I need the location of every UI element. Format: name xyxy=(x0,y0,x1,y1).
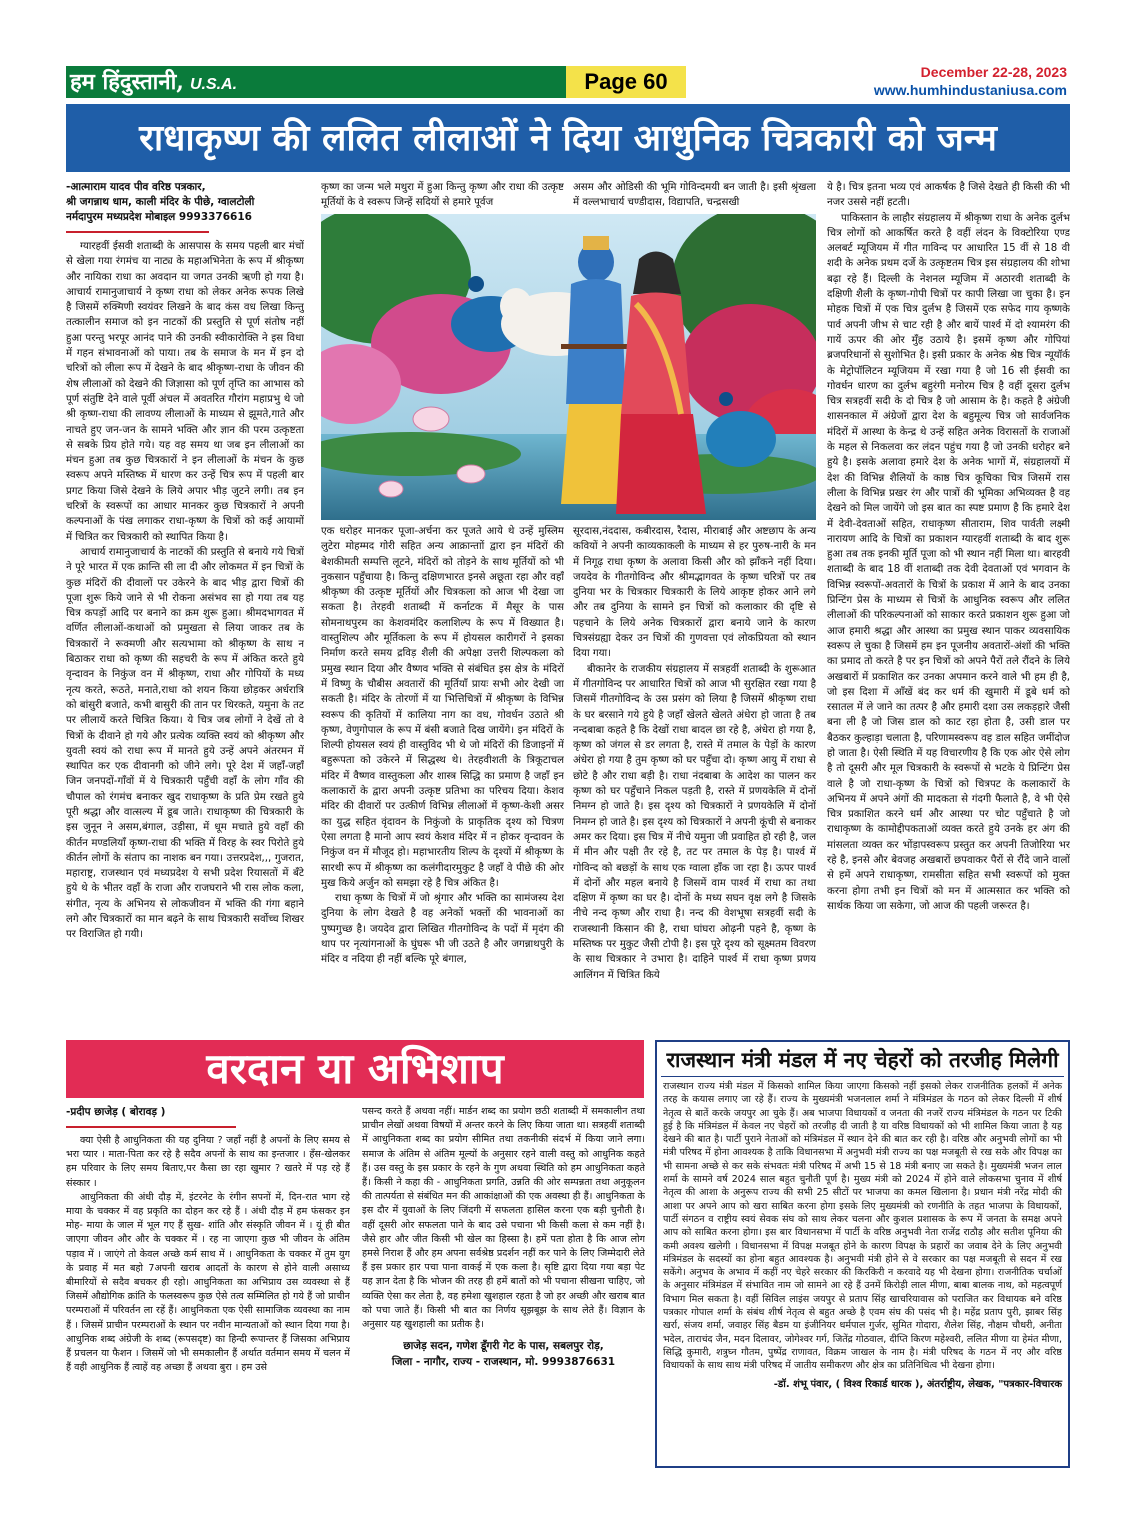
website-link[interactable]: www.humhindustaniusa.com xyxy=(873,82,1067,98)
radha-krishna-illustration xyxy=(321,214,816,520)
address-line: जिला - नागौर, राज्य - राजस्थान, मो. 9993876631 xyxy=(391,1356,616,1369)
article1-paragraph: असम और ओडिसी की भूमि गोविन्दमयी बन जाती है। इसी श्रृंखला में वल्लभाचार्य चण्डीदास, विद्यापति, चन्द्रसखी xyxy=(573,182,816,209)
radha-krishna-painting xyxy=(321,214,816,520)
article2-headline-band xyxy=(66,1040,644,1098)
article2-byline: -प्रदीप छाजेड़ ( बोरावड़ ) xyxy=(66,1106,166,1118)
article2-paragraph: क्या ऐसी है आधुनिकता की यह दुनिया ? जहाँ नहीं है अपनों के लिए समय से भरा प्यार । माता-पिता कर रहे है सदैव अपनों के साथ का इन्तजार । हँस-खेलकर हम परिवार के लिए समय बिताए,पर कैसा छा रहा खुमार ? खतरे में पड़ रहे हैं संस्कार । xyxy=(66,1135,350,1189)
article1-paragraph: आचार्य रामानुजाचार्य के नाटकों की प्रस्तुति से बनाये गये चित्रों ने पूरे भारत में एक क्रान्ति सी ला दी और लोकमत में इन चित्रों के कुछ मंदिरों की दीवालों पर उकेरने के बाद भीड़ द्वारा चित्रों की पूजा शुरू किये जाने से भी रोकना असंभव सा हो गया तब यह चित्र कपड़ों आदि पर बनाने का क्रम शुरू हुआ। श्रीमदभागवत में वर्णित लीलाओं-कथाओं को प्रमुखता से लिया जाकर तब के चित्रकारों ने रूक्मणी और सत्यभामा को श्रीकृष्ण के साथ न बिठाकर राधा को कृष्ण की सहचरी के रूप में अंकित करते हुये वृन्दावन के निकुंज वन में श्रीकृष्ण, राधा और गोपियों के मध्य नृत्य करते, रूठते, मनाते,राधा को शयन किया छोड़कर अर्धरात्रि को बांसुरी बजाते, कभी बासुरी की तान पर थिरकते, यमुना के तट पर लीलायें करते चित्रित किया। ये चित्र जब लोगों ने देखें तो वे चित्रों के दीवाने हो गये और प्रत्येक व्यक्ति स्वयं को श्रीकृष्ण और युवती स्वयं को राधा रूप में मानते हुये उन्हें अपने अंतरमन में स्थापित कर एक दीवानगी को जीने लगे। पूरे देश में जहाँ-जहाँ जिन जनपदों-गाँवों में ये चित्रकारी पहुँची वहाँ के लोग गाँव की चौपाल को रंगमंच बनाकर खुद राधाकृष्ण के प्रति प्रेम रखते हुये पूरी श्रद्धा और वात्सल्य में डूब जाते। राधाकृष्ण की चित्रकारी के इस जुनून ने असम,बंगाल, उड़ीसा, में धूम मचाते हुये वहाँ की कीर्तन मण्डलियाँ कृष्ण-राधा की भक्ति में विरह के स्वर पिरोते हुये कीर्तन लोगों के संताप का नाशक बन गया। उत्तरप्रदेश,,, गुजरात, महाराष्ट्र, राजस्थान एवं मध्यप्रदेश ये सभी प्रदेश रियासतों में बँटे हुये थे के भीतर वहाँ के राजा और राजघराने भी रास लोक कला, संगीत, नृत्य के अभिनय से लोकजीवन में भक्ति की गंगा बहाने लगे और चित्रकारों का मान बढ़ने के साथ चित्रकारी सर्वोच्च शिखर पर विराजित हो गयी। xyxy=(66,546,304,941)
article1-column-3-bottom xyxy=(573,524,816,1035)
page-number: Page 60 xyxy=(566,66,686,98)
masthead xyxy=(0,0,1135,102)
article1-paragraph: ये है। चित्र इतना भव्य एवं आकर्षक है जिसे देखते ही किसी की भी नजर उससे नहीं हटती। xyxy=(827,182,1070,209)
article2-paragraph: आधुनिकता की अंधी दौड़ में, इंटरनेट के रंगीन सपनों में, दिन-रात भाग रहे माया के चक्कर में वह प्रकृति का दोहन कर रहे हैं । अंधी दौड़ में हम फंसकर इन मोह- माया के जाल में भूल गए हैं सुख- शांति और संस्कृति जीवन में । यूं ही बीत जाएगा जीवन और और के चक्कर में । रह ना जाएगा कुछ भी जीवन के अंतिम पड़ाव में । जाएंगे तो केवल अच्छे कर्म साथ में । आधुनिकता के चक्कर में तुम युग के प्रवाह में मत बहो 7अपनी खराब आदतों के कारण से होने वाली असाध्य बीमारियों से सदैव बचकर ही रहो। आधुनिकता का अभिप्राय उस व्यवस्था से हैं जिसमें औद्योगिक क्रांति के फलस्वरूप कुछ ऐसे तत्व सम्मिलित हो गये हैं जो प्राचीन परम्पराओं में परिवर्तन ला रहें हैं। आधुनिकता एक ऐसी सामाजिक व्यवस्था का नाम हैं । जिसमें प्राचीन परम्पराओं के स्थान पर नवीन मान्यताओं को स्थान दिया गया है। आधुनिक शब्द अंग्रेजी के शब्द (रूपसदृष्ट) का हिन्दी रूपान्तर हैं जिसका अभिप्राय हैं प्रचलन या फैशन । जिसमें जो भी समकालीन हैं अर्थात वर्तमान समय में चलन में हैं वही आधुनिक हैं त्वाहें वह अच्छा हैं अथवा बुरा । हम उसे xyxy=(66,1191,350,1374)
newspaper-title xyxy=(70,67,237,100)
article2-paragraph: पसन्द करते हैं अथवा नहीं। मार्डन शब्द का प्रयोग छठी शताब्दी में समकालीन तथा प्राचीन लेखों अथवा विषयों में अन्तर करने के लिए किया जाता था। सत्रहवीं शताब्दी में आधुनिकता शब्द का प्रयोग सीमित तथा तकनीकी संदर्भ में किया जाने लगा। समाज के अंतिम से अंतिम मूल्यों के अनुसार रहने वाली वस्तु को आधुनिक कहते हैं। उस वस्तु के इस प्रकार के रहने के गुण अथवा स्थिति को हम आधुनिकता कहते हैं। किसी ने कहा की - आधुनिकता प्रगति, उन्नति की ओर सम्पन्नता तथा अनुकूलन की तात्पर्यता से संबंधित मन की आकांक्षाओं की एक अवस्था ही हैं। आधुनिकता के इस दौर में युवाओं के लिए जिंदगी में सफलता हासिल करना एक बड़ी चुनौती है। वहीं दूसरी ओर सफलता पाने के बाद उसे पचाना भी किसी कला से कम नहीं है। जैसे हार और जीत किसी भी खेल का हिस्सा है। हमें पता होता है कि आज लोग हमसे निराश हैं और हम अपना सर्वश्रेष्ठ प्रदर्शन नहीं कर पाने के लिए जिम्मेदारी लेते हैं इस प्रकार हार पचा पाना वाकई में एक कला है। सृष्टि द्वारा दिया गया बड़ा पेट यह ज्ञान देता है कि भोजन की तरह ही हमें बातों को भी पचाना सीखना चाहिए, जो व्यक्ति ऐसा कर लेता है, वह हमेशा खुशहाल रहता है जो हर अच्छी और खराब बात को पचा जाते हैं। किसी भी बात का निर्णय सूझबूझ के साथ लेते हैं। विज्ञान के अनुसार यह खुशहाली का प्रतीक है। xyxy=(362,1106,645,1331)
article1-paragraph: राधा कृष्ण के चित्रों में जो श्रृंगार और भक्ति का सामंजस्य देश दुनिया के लोग देखते है वह अनेकों भक्तों की भावनाओं का पुष्पगुच्छ है। जयदेव द्वारा लिखित गीतगोविन्द के पदों में मृदंग की थाप पर नृत्यांगनाओं के घुंघरू भी जी उठते है और जगन्नाथपुरी के मंदिर व नदिया ही नहीं बल्कि पूरे बंगाल, xyxy=(321,893,564,966)
author-address xyxy=(362,1338,645,1370)
article3-body: राजस्थान राज्य मंत्री मंडल में किसको शामिल किया जाएगा किसको नहीं इसको लेकर राजनीतिक हलकों में अनेक तरह के कयास लगाए जा रहे हैं। राज्य के मुख्यमंत्री भजनलाल शर्मा ने मंत्रिमंडल के गठन को लेकर दिल्ली में शीर्ष नेतृत्व से बातें करके जयपुर आ चुके हैं। अब भाजपा विधायकों व जनता की नजरें राज्य मंत्रिमंडल के गठन पर टिकी हुई है कि मंत्रिमंडल में केवल नए चेहरों को तरजीह दी जाती है या वरिष्ठ विधायकों को भी शामिल किया जाता है यह देखने की बात है। पार्टी पुराने नेताओं को मंत्रिमंडल में स्थान देने की बात कर रही है। वरिष्ठ और अनुभवी लोगों का भी मंत्री परिषद में होना आवश्यक है ताकि विधानसभा में अनुभवी मंत्री राज्य का पक्ष मजबूती से रख सके और विपक्ष का भी सामना अच्छे से कर सके संभवतः मंत्री परिषद में अभी 15 से 18 मंत्री बनाए जा सकते है। मुख्यमंत्री भजन लाल शर्मा के सामने वर्ष 2024 साल बहुत चुनौती पूर्ण है। मुख्य मंत्री को 2024 में होने वाले लोकसभा चुनाव में शीर्ष नेतृत्व की आशा के अनुरूप राज्य की सभी 25 सीटों पर भाजपा का कमल खिलाना है। प्रधान मंत्री नरेंद्र मोदी की आशा पर अपने आप को खरा साबित करना होगा इसके लिए मुख्यमंत्री को रणनीति के तहत भाजपा के विधायकों, पार्टी संगठन व राष्ट्रीय स्वयं सेवक संघ को साथ लेकर चलना और कुशल प्रशासक के रूप में जनता के समक्ष अपने आप को साबित करना होगा। इस बार विधानसभा में पार्टी के वरिष्ठ अनुभवी नेता राजेंद्र राठौड़ और सतीश पूनिया की कमी अवश्य खलेगी । विधानसभा में विपक्ष मजबूत होने के कारण विपक्ष के प्रहारों का जवाब देने के लिए अनुभवी मंत्रिमंडल के सदस्यों का होना बहुत आवश्यक है। अनुभवी मंत्री होने से वे सरकार का पक्ष मजबूती से सदन में रख सकेंगे। अनुभव के अभाव में कहीं नए चेहरे सरकार की किरकिरी न करवादे यह भी देखना होगा। राजनीतिक चर्चाओं के अनुसार मंत्रिमंडल में संभावित नाम जो सामने आ रहे हैं उनमें किरोड़ी लाल मीणा, बाबा बालक नाथ, को महत्वपूर्ण विभाग मिल सकता है। वहीं सिविल लाइंस जयपुर से प्रताप सिंह खाचरियावास को पराजित कर विधायक बने वरिष्ठ पत्रकार गोपाल शर्मा के संबंध शीर्ष नेतृत्व से बहुत अच्छे है एवम संघ की पसंद भी है। महेंद्र प्रताप पुरी, झाबर सिंह खर्रा, संजय शर्मा, जवाहर सिंह बैडम या इंजीनियर धर्मपाल गुर्जर, सुमित गोदारा, शैलेश सिंह, नौक्षम चौधरी, अनीता भदेल, ताराचंद जैन, मदन दिलावर, जोगेश्वर गर्ग, जितेंद्र गोठवाल, दीप्ति किरण महेश्वरी, ललित मीणा या हेमंत मीणा, सिद्धि कुमारी, शत्रुघ्न गौतम, पुष्पेंद्र राणावत, विक्रम जाखल के नाम है। मंत्री परिषद के गठन में नए और वरिष्ठ विधायकों के साथ साथ मंत्री परिषद में जातीय समीकरण और क्षेत्र का प्रतिनिधित्व भी देखना होगा। xyxy=(663,1081,1062,1372)
address-line: छाजेड़ सदन, गणेश डूँगरी गेट के पास, सबलपुर रोड़, xyxy=(403,1340,604,1353)
byline-line: नर्मदापुरम मध्यप्रदेश मोबाइल 9993376616 xyxy=(66,211,252,223)
byline-line: श्री जगन्नाथ धाम, काली मंदिर के पीछे, ग्वालटोली xyxy=(66,196,255,208)
byline-divider xyxy=(66,1126,236,1128)
brand-suffix: U.S.A. xyxy=(189,76,238,93)
main-headline-band xyxy=(66,104,1070,172)
article2-headline: वरदान या अभिशाप xyxy=(206,1044,504,1093)
byline-line: -आत्माराम यादव पीव वरिष्ठ पत्रकार, xyxy=(66,181,206,193)
article1-byline xyxy=(66,180,304,225)
article1-column-2-top xyxy=(321,180,564,212)
article1-paragraph: बीकानेर के राजकीय संग्रहालय में सत्रहवीं शताब्दी के शुरूआत में गीतगोविन्द पर आधारित चित्रों को आज भी सुरक्षित रखा गया है जिसमें गीतगोविन्द के उस प्रसंग को लिया है जिसमें श्रीकृष्ण राधा के घर बरसाने गये हुये है जहाँ खेलते खेलते अंधेरा हो जाता है तब नन्दबाबा कहते है कि देखों राधा बादल छा रहे है, अंधेरा हो गया है, कृष्ण को जंगल से डर लगता है, रास्ते में तमाल के पेड़ों के कारण अंधेरा हो गया है तुम कृष्ण को घर पहुँचा दो। कृष्ण आयु में राधा से छोटे है और राधा बड़ी है। राधा नंदबाबा के आदेश का पालन कर कृष्ण को घर पहुँचाने निकल पड़ती है, रास्ते में प्रणयकेलि में दोनों निमग्न हो जाते है। इस दृश्य को चित्रकारों ने प्रणयकेलि में दोनों निमग्न हो जाते है। इस दृश्य को चित्रकारों ने अपनी कूंची से बनाकर अमर कर दिया। इस चित्र में नीचे यमुना जी प्रवाहित हो रही है, जल में मीन और पक्षी तैर रहे है, तट पर तमाल के पेड़ है। पार्श्व में गोविन्द को बछड़ों के साथ एक ग्वाला हाँक जा रहा है। ऊपर पार्श्व में दोनों और महल बनाये है जिसमें वाम पार्श्व में राधा का तथा दक्षिण में कृष्ण का घर है। दोनों के मध्य सघन वृक्ष लगे है जिसके नीचे नन्द कृष्ण और राधा है। नन्द की वेशभूषा सत्रहवीं सदी के राजस्थानी किसान की है, राधा घांघरा ओढ़नी पहने है, कृष्ण के मस्तिष्क पर मुकुट जैसी टोपी है। इस पूरे दृश्य को सूक्ष्मतम विवरण के साथ चित्रकार ने उभारा है। दाहिने पार्श्व में राधा कृष्ण प्रणय आलिंगन में चित्रित किये xyxy=(573,663,816,981)
brand-name: हम हिंदुस्तानी, xyxy=(70,69,184,95)
article1-paragraph: सूरदास,नंददास, कबीरदास, रैदास, मीराबाई और अष्टछाप के अन्य कवियों ने अपनी काव्यकाकली के माध्यम से हर पुरुष-नारी के मन में निगूढ़ राधा कृष्ण के अलावा किसी और को झाँकने नहीं दिया। जयदेव के गीतगोविन्द और श्रीमद्भागवत के कृष्ण चरित्रों पर तब दुनिया भर के चित्रकार चित्रकारी के लिये आकृष्ट होकर आने लगे और तब दुनिया के सामने इन चित्रों को कलाकार की दृष्टि से पहचाने के लिये अनेक चित्रकारों द्वारा बनाये जाने के कारण चित्रसंग्रह्या देकर उन चित्रों की गुणवत्ता एवं लोकप्रियता को स्थान दिया गया। xyxy=(573,526,816,660)
article1-column-2-bottom xyxy=(321,524,564,1035)
article1-paragraph: एक धरोहर मानकर पूजा-अर्चना कर पूजते आये थे उन्हें मुस्लिम लुटेरा मोहम्मद गोरी सहित अन्य आक्रान्ताों द्वारा इन मंदिरों की बेशकीमती सम्पत्ति लूटने, मंदिरों को तोड़ने के साथ मूर्तियों को भी नुकसान पहुँचाया है। किन्तु दक्षिणभारत इनसे अछूता रहा और वहाँ श्रीकृष्ण की उत्कृष्ट मूर्तियों और चित्रकला को आज भी देखा जा सकता है। तेरहवी शताब्दी में कर्नाटक में मैसूर के पास सोमनाथपुरम का केशवमंदिर कलाशिल्प के रूप में विख्यात है। वास्तुशिल्प और मूर्तिकला के रूप में होयसल कारीगरों ने इसका निर्माण करते समय द्रविड़ शैली की अपेक्षा उत्तरी शिल्पकला को प्रमुख स्थान दिया और वैष्णव भक्ति से संबंधित इस क्षेत्र के मंदिरों में विष्णु के चौबीस अवतारों की मूर्तियाँ प्रायः सभी ओर देखी जा सकती है। मंदिर के तोरणों में या भित्तिचित्रों में श्रीकृष्ण के विभिन्न स्वरूप की कृतियों में कालिया नाग का वध, गोवर्धन उठाते श्री कृष्ण, वेणुगोपाल के रूप में बंसी बजाते दिख जायेंगे। इन मंदिरों के शिल्पी होयसल स्वयं ही वास्तुविद भी थे जो मंदिरों की डिजाइनों में बहुरूपता को उकेरने में सिद्धस्थ थे। तेरहवीशती के त्रिकूटाचल मंदिर में वैष्णव वास्तुकला और शास्त्र सिद्धि का प्रमाण है जहाँ इन कलाकारों के द्वारा अपनी उत्कृष्ट प्रतिभा का परिचय दिया। केशव मंदिर की दीवारों पर उत्कीर्ण विभिन्न लीलाओं में कृष्ण-केशी असर का युद्ध सहित वृंदावन के निकुंजो के प्राकृतिक दृश्य को चित्रण ऐसा लगता है मानो आप स्वयं केशव मंदिर में न होकर वृन्दावन के निकुंज वन में मौजूद हो। महाभारतीय शिल्प के दृश्यों में श्रीकृष्ण के सारथी रूप में श्रीकृष्ण का कलंगीदारमुकुट है जहाँ वे पीछे की ओर मुख किये अर्जुन को समझा रहे है चित्र अंकित है। xyxy=(321,526,564,889)
issue-date: December 22-28, 2023 xyxy=(920,64,1067,80)
article1-column-3-top xyxy=(573,180,816,212)
article1-paragraph: ग्यारहवीं ईसवी शताब्दी के आसपास के समय पहली बार मंचों से खेला गया रंगमंच या नाट्य के महाअभिनेता के रूप में श्रीकृष्ण और नायिका राधा का अवदान या जगत उनकी ऋणी हो गया है। आचार्य रामानुजाचार्य ने कृष्ण राधा को लेकर अनेक रूपक लिखे है जिसमें रुक्मिणी स्वयंवर लिखने के बाद कंस वध लिखा किन्तु तत्कालीन समाज को इन नाटकों की प्रस्तुति से पूर्ण संतोष नहीं हुआ परन्तु भरपूर आनंद पाने की उनकी स्वीकारोक्ति ने इस विधा में गहन संभावनाओं को पाया। तब के समाज के मन में इन दो चरित्रों को लीला रूप में देखने के बाद श्रीकृष्ण-राधा के जीवन की शेष लीलाओं को देखने की जिज्ञासा को पूर्ण तृप्ति का आभास को पूर्ण संतुष्टि देने वाले पूर्वी अंचल में अवतरित गौरांग महाप्रभु थे जो श्री कृष्ण-राधा की लावण्य लीलाओं के माध्यम से झूमते,गाते और नाचते हुए जन-जन के सामने भक्ति और ज्ञान की परम उत्कृष्टता से सबके प्रिय होते गये। यह वह समय था जब इन लीलाओं का मंचन हुआ तब कुछ चित्रकारों ने इन लीलाओं के मंचन के कुछ स्वरूप अपने मस्तिष्क में धारण कर उन्हें चित्र रूप में पहली बार प्रगट किया जिसे देखने के लिये अपार भीड़ जुटने लगी। तब इन चरित्रों के स्वरूपों का आधार मानकर कुछ चित्रकारों ने अपनी कल्पनाओं के पंख लगाकर राधा-कृष्ण के चित्रों को कई आयामों में चित्रित कर चित्रकारी को स्थापित किया है। xyxy=(66,241,304,543)
article1-paragraph: पाकिस्तान के लाहौर संग्रहालय में श्रीकृष्ण राधा के अनेक दुर्लभ चित्र लोगों को आकर्षित करते है वहीं लंदन के विक्टोरिया एण्ड अलबर्ट म्यूजियम में गीत गाविन्द पर आधारित 15 वीं से 18 वी शदी के अनेक प्रथम दर्जे के उत्कृष्टतम चित्र इस संग्रहालय की शोभा बढ़ा रहे हैं। दिल्ली के नेशनल म्यूजिम में अठारवी शताब्दी के दक्षिणी शैली के कृष्ण-गोपी चित्रों पर कापी लिखा जा चुका है। इन मोहक चित्रों में एक चित्र दुर्लभ है जिसमें एक सफेद गाय कृष्णके पार्व अपनी जीभ से चाट रही है और बायें पार्श्व में दो श्यामरंग की गायें ऊपर की ओर मुँह उठाये है। इसमें कृष्ण और गोपियां ब्रजपरिधानों से सुशोभित है। इसी प्रकार के अनेक श्रेष्ठ चित्र न्यूयॉर्क के मेट्रोपॉलिटन म्यूजियम में रखा गया है जो 16 सी ईसवी का गोवर्धन धारण का दुर्लभ बहुरंगी मनोरम चित्र है वहीं दूसरा दुर्लभ चित्र सत्रहवीं सदी के दो चित्र है जो आसाम के है। कहते है अंग्रेजी शासनकाल में अंग्रेजों द्वारा देश के बहुमूल्य चित्र जो सार्वजनिक मंदिरों में आस्था के केन्द्र थे उन्हें सहित अनेक विरासतों के राजाओं के महल से निकलवा कर लंदन पहुंच गया है जो उनकी धरोहर बने हुये है। इसके अलावा हमारे देश के अनेक भागों में, संग्रहालयों में देश की विभिन्न शैलियों के काष्ठ चित्र कूचिका चित्र जिसमें रास लीला के विभिन्न प्रखर रंग और पात्रों की भूमिका अभिव्यक्त है वह देखने को मिल जायेंगे जो इस बात का स्पष्ट प्रमाण है कि हमारे देश में देवी-देवताओं सहित, राधाकृष्ण सीताराम, शिव पार्वती लक्ष्मी नारायण आदि के चित्रों का प्रकाशन ग्यारहवीं शताब्दी के बाद शुरू हुआ तब तक इनकी मूर्ति पूजा को भी स्थान नहीं मिला था। बारहवी शताब्दी के बाद 18 वीं शताब्दी तक देवी देवताओं एवं भगवान के विभिन्न स्वरूपों-अवतारों के चित्रों के प्रकाश में आने के बाद उनका प्रिन्टिंग प्रेस के माध्यम से चित्रों के आधुनिक स्वरूप और ललित लीलाओं की परिकल्पनाओं को साकार करते प्रकाशन शुरू हुआ जो आज हमारी श्रद्धा और आस्था का प्रमुख स्थान पाकर व्यवसायिक स्वरूप ले चुका है जिसमें हम इन पूजनीय अवतारों-अंशों की भक्ति का प्रमाद तो करते है पर इन चित्रों को अपने पैरों तले रौंदने के लिये अखबारों में प्रकाशित कर उनका अपमान करने वाले भी हम ही है, जो इस दिशा में आँखें बंद कर धर्म की खुमारी में डूबे धर्म को रसातल में ले जाने का तत्पर है और हमारी दशा उस लकड़हारे जैसी बना ली है जो जिस डाल को काट रहा होता है, उसी डाल पर बैठकर कुल्हाड़ा चलाता है, परिणामस्वरूप वह डाल सहित जमींदोज हो जाता है। ऐसी स्थिति में यह विचारणीय है कि एक ओर ऐसे लोग है तो दूसरी और मूल चित्रकारी के स्वरूपों से भटके ये प्रिन्टिंग प्रेस वाले है जो राधा-कृष्ण के चित्रों को चित्रपट के कलाकारों के अभिनय में अपने अंगों की मादकता से गंदगी फैलाते है, वे भी ऐसे चित्र प्रकाशित करने धर्म और आस्था पर चोट पहुँचाते है जो राधाकृष्ण के कामोद्दीपकताओं व्यक्त करते हुये उनके हर अंग की मांसलता व्यक्त कर भोंड़ापस्वरूप प्रस्तुत कर अपनी तिजोरिया भर रहे है, इनसे और बेवजह अखबारों छपवाकर पैरों से रौंदे जाने वालों से हमें अपने राधाकृष्ण, रामसीता सहित सभी स्वरूपों को मुक्त करना होगा तभी इन चित्रों को मन में आत्मसात कर भक्ति को सार्थक किया जा सकेगा, जो आज की पहली जरूरत है। xyxy=(827,212,1070,912)
article3-headline: राजस्थान मंत्री मंडल में नए चेहरों को तरजीह मिलेगी xyxy=(661,1044,1064,1077)
article2-column-2 xyxy=(362,1105,645,1470)
article1-column-4 xyxy=(827,180,1070,1035)
main-headline: राधाकृष्ण की ललित लीलाओं ने दिया आधुनिक चित्रकारी को जन्म xyxy=(139,117,997,159)
article3-signature: -डॉ. शंभू पंवार, ( विश्व रिकार्ड धारक ), अंतर्राष्ट्रीय, लेखक, "पत्रकार-विचारक xyxy=(773,1378,1062,1390)
article2-column-1 xyxy=(66,1105,350,1470)
article3-box xyxy=(655,1040,1070,1468)
byline-divider xyxy=(66,231,209,233)
article1-column-1 xyxy=(66,180,304,1035)
article1-paragraph: कृष्ण का जन्म भले मथुरा में हुआ किन्तु कृष्ण और राधा की उत्कृष्ट मूर्तियों के वे स्वरूप जिन्हें सदियों से हमारे पूर्वज xyxy=(321,182,564,209)
